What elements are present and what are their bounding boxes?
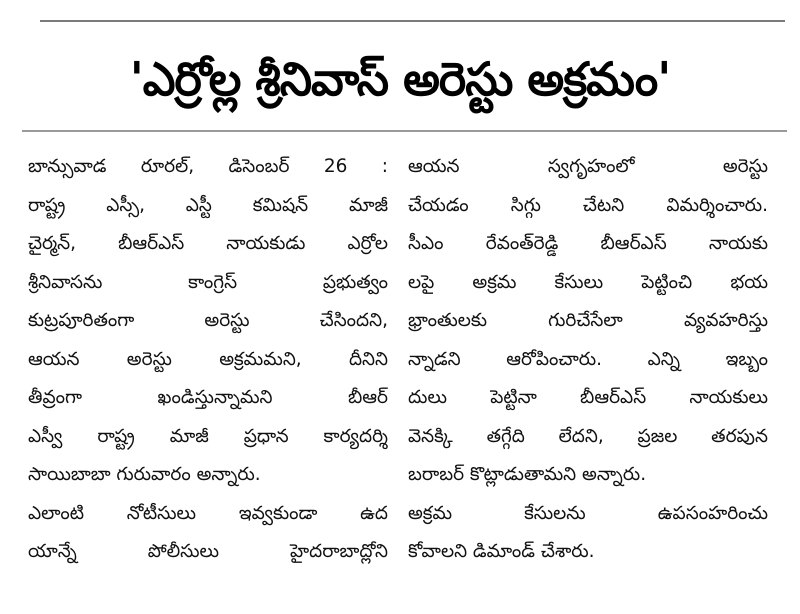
article-line: శ్రీనివాసను కాంగ్రెస్ ప్రభుత్వం — [28, 271, 388, 293]
article-column-right — [408, 148, 768, 572]
article-line: చైర్మన్, బీఆర్ఎస్ నాయకుడు ఎర్రోల — [28, 233, 388, 254]
article-line: న్నాడని ఆరోపించారు. ఎన్ని ఇబ్బం — [408, 348, 768, 370]
article-line: ఆయన స్వగృహంలో అరెస్టు — [408, 156, 768, 177]
article-line: ఎలాంటి నోటీసులు ఇవ్వకుండా ఉద — [28, 502, 388, 524]
article-line: ఆయన అరెస్టు అక్రమమని, దీనిని — [28, 348, 388, 370]
article-line: సాయిబాబా గురువారం అన్నారు. — [28, 464, 261, 485]
top-rule — [40, 20, 785, 22]
article-line: కుట్రపూరితంగా అరెస్టు చేసిందని, — [28, 310, 388, 331]
article-line: దులు పెట్టినా బీఆర్ఎస్ నాయకులు — [408, 387, 768, 408]
article-line: చేయడం సిగ్గు చేటని విమర్శించారు. — [408, 194, 768, 216]
article-line: అక్రమ కేసులను ఉపసంహరించు — [408, 502, 768, 524]
headline-divider — [22, 130, 787, 132]
article-line: సీఎం రేవంత్‌రెడ్డి బీఆర్ఎస్ నాయకు — [408, 233, 768, 254]
article-line: బరాబర్ కొట్లాడుతామని అన్నారు. — [408, 464, 647, 485]
article-line: లపై అక్రమ కేసులు పెట్టించి భయ — [408, 271, 768, 293]
article-line: భ్రాంతులకు గురిచేసేలా వ్యవహరిస్తు — [408, 310, 768, 331]
article-line: కోవాలని డిమాండ్ చేశారు. — [408, 541, 595, 562]
article-line: యాన్నే పోలీసులు హైదరాబాద్లోని — [28, 541, 388, 562]
article-line: తీవ్రంగా ఖండిస్తున్నామని బీఆర్ — [28, 387, 388, 408]
article-line: రాష్ట్ర ఎస్సీ, ఎస్టీ కమిషన్ మాజీ — [28, 194, 388, 216]
article-line: వెనక్కి తగ్గేది లేదని, ప్రజల తరపున — [408, 425, 768, 447]
article-line: ఎస్వీ రాష్ట్ర మాజీ ప్రధాన కార్యదర్శి — [28, 425, 388, 447]
article-column-left — [28, 148, 388, 572]
article-headline: 'ఎర్రోల్ల శ్రీనివాస్ అరెస్టు అక్రమం' — [129, 52, 671, 106]
article-line: బాన్సువాడ రూరల్, డిసెంబర్ 26 : — [28, 156, 388, 177]
